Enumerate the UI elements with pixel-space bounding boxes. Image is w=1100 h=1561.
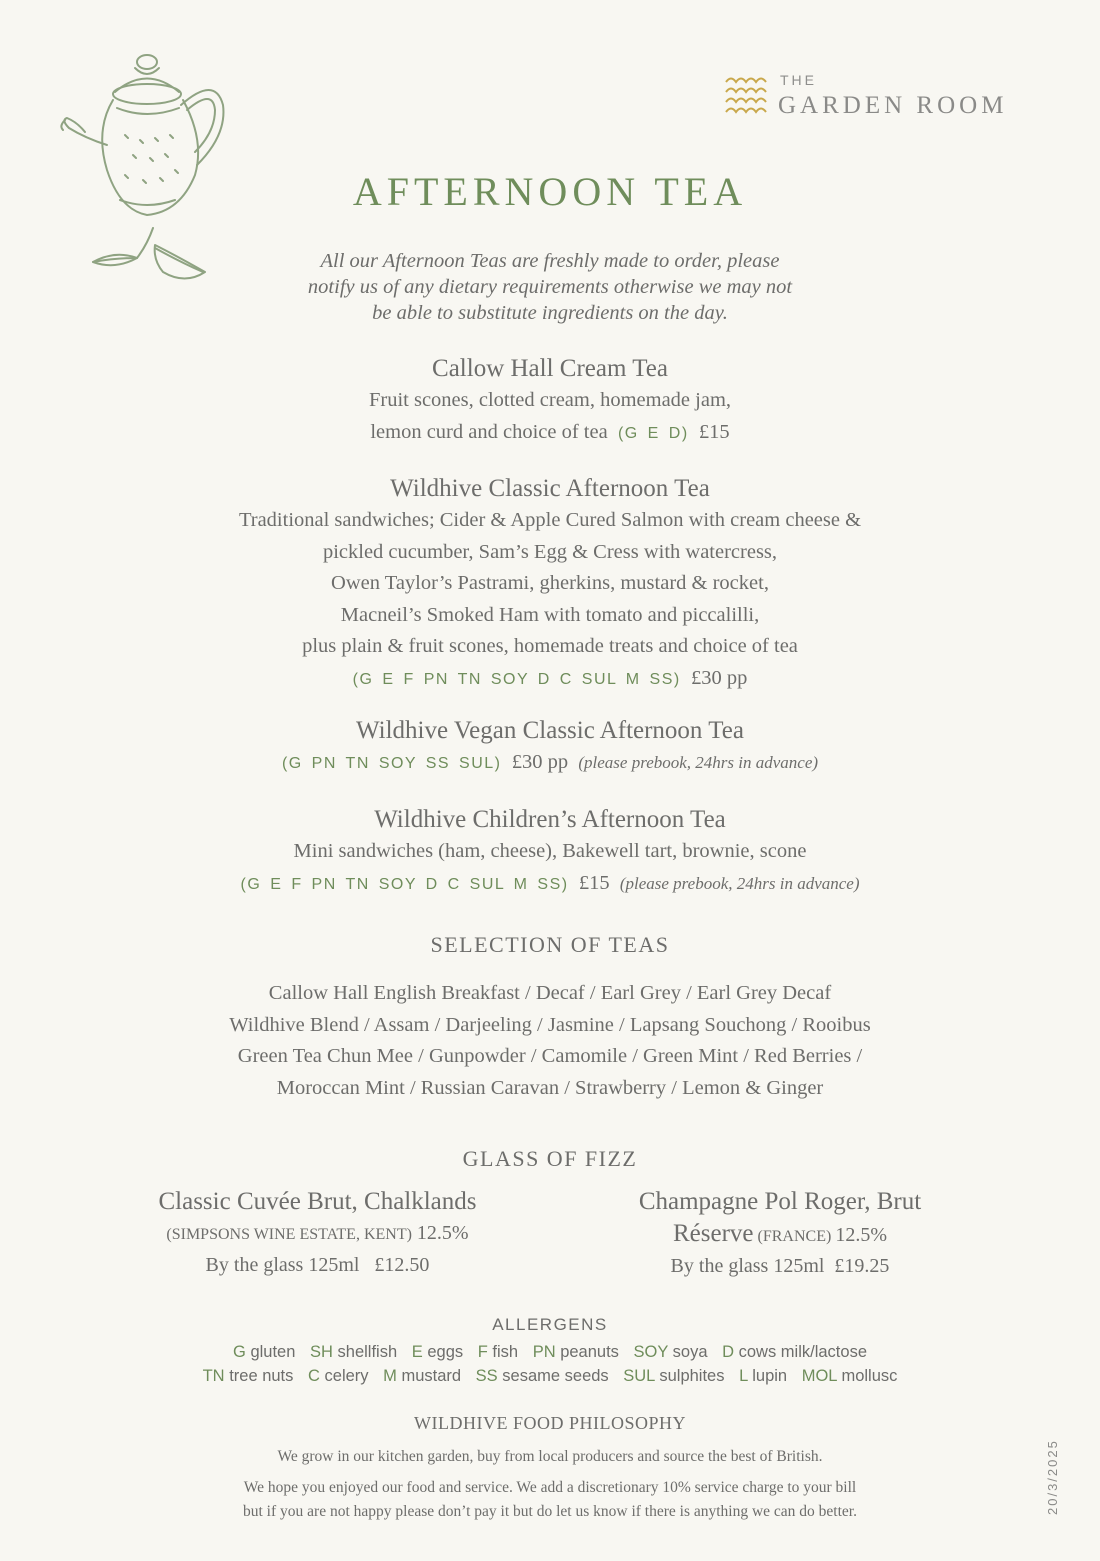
item-desc-line (0, 417, 1100, 450)
item-desc-line (0, 663, 1100, 696)
item-desc-line: Mini sandwiches (ham, cheese), Bakewell tart, brownie, scone (293, 840, 807, 862)
wine-abv: 12.5% (835, 1224, 887, 1246)
teas-list (0, 978, 1100, 1104)
item-desc-text: lemon curd and choice of tea (370, 420, 608, 443)
allergen-key: SOY soya (633, 1343, 708, 1361)
item-title: Wildhive Classic Afternoon Tea (390, 475, 710, 502)
item-desc-line: plus plain & fruit scones, homemade treats and choice of tea (302, 635, 798, 657)
item-price: £30 pp (690, 666, 748, 689)
allergen-key: D cows milk/lactose (722, 1343, 867, 1361)
allergen-key: MOL mollusc (801, 1367, 898, 1385)
item-allergens: (G E F PN TN SOY D C SUL M SS) (240, 875, 569, 893)
item-desc-line (0, 868, 1100, 901)
item-allergens: (G PN TN SOY SS SUL) (281, 755, 502, 772)
menu-item-vegan-afternoon-tea (0, 715, 1100, 780)
brand-logo (724, 70, 1044, 125)
item-desc-line: Macneil’s Smoked Ham with tomato and piccalilli, (340, 603, 760, 626)
item-title: Callow Hall Cream Tea (432, 355, 668, 382)
teas-line: Moroccan Mint / Russian Caravan / Strawberry / Lemon & Ginger (276, 1076, 824, 1099)
allergens-row-2 (0, 1364, 1100, 1388)
menu-item-childrens-afternoon-tea (0, 804, 1100, 900)
wine-abv: 12.5% (416, 1222, 469, 1244)
teas-heading: SELECTION OF TEAS (430, 932, 670, 957)
allergen-key: C celery (308, 1367, 369, 1385)
item-price: £15 (578, 871, 610, 894)
wine-serving: By the glass 125ml £19.25 (670, 1255, 890, 1277)
wine-serving: By the glass 125ml £12.50 (205, 1254, 430, 1276)
intro-line: notify us of any dietary requirements otherwise we may not (307, 276, 793, 298)
item-desc-line: Owen Taylor’s Pastrami, gherkins, mustard & rocket, (331, 572, 769, 594)
allergen-key: F fish (477, 1343, 519, 1361)
item-allergens: (G E F PN TN SOY D C SUL M SS) (352, 670, 681, 688)
wine-origin-line (95, 1218, 540, 1250)
philosophy-line: We grow in our kitchen garden, buy from local producers and source the best of British. (277, 1448, 823, 1465)
allergen-key: TN tree nuts (202, 1367, 294, 1385)
service-charge-line: We hope you enjoyed our food and service. We add a discretionary 10% service charge to your bill (243, 1479, 857, 1496)
allergen-key: SH shellfish (310, 1343, 398, 1361)
item-desc-line: Fruit scones, clotted cream, homemade jam, (368, 389, 732, 411)
teas-line: Wildhive Blend / Assam / Darjeeling / Jasmine / Lapsang Souchong / Rooibus (229, 1013, 871, 1036)
wave-logo-icon (724, 72, 768, 116)
wine-origin: (FRANCE) (757, 1228, 832, 1245)
date-text: 20/3/2025 (1045, 1439, 1060, 1515)
fizz-heading: GLASS OF FIZZ (462, 1146, 638, 1171)
menu-item-cream-tea (0, 353, 1100, 449)
item-title: Wildhive Children’s Afternoon Tea (374, 806, 726, 833)
wine-origin: (SIMPSONS WINE ESTATE, KENT) (166, 1226, 412, 1243)
item-desc-line: Traditional sandwiches; Cider & Apple Cured Salmon with cream cheese & (238, 509, 862, 531)
wine-name: Champagne Pol Roger, Brut (638, 1188, 922, 1215)
allergen-key: SUL sulphites (623, 1367, 725, 1385)
wine-origin-line (570, 1218, 990, 1251)
item-note: (please prebook, 24hrs in advance) (578, 753, 819, 772)
page-title: AFTERNOON TEA (352, 169, 748, 214)
wine-pol-roger (570, 1186, 990, 1282)
brand-the: THE (780, 72, 817, 88)
teas-line: Green Tea Chun Mee / Gunpowder / Camomile / Green Mint / Red Berries / (237, 1045, 863, 1067)
item-title: Wildhive Vegan Classic Afternoon Tea (356, 717, 744, 744)
allergen-key: PN peanuts (532, 1343, 619, 1361)
wine-name: Classic Cuvée Brut, Chalklands (158, 1188, 477, 1215)
item-price: £15 (698, 420, 730, 443)
teas-line: Callow Hall English Breakfast / Decaf / Earl Grey / Earl Grey Decaf (268, 982, 832, 1004)
allergens-heading: ALLERGENS (492, 1315, 608, 1334)
wine-name-cont: Réserve (673, 1220, 754, 1247)
service-charge-line: but if you are not happy please don’t pay it but do let us know if there is anything we can do better. (243, 1503, 857, 1520)
item-desc-line (0, 747, 1100, 780)
allergen-key: L lupin (739, 1367, 788, 1385)
intro-line: be able to substitute ingredients on the day. (372, 302, 728, 324)
allergen-key: G gluten (233, 1343, 296, 1361)
intro-text (0, 248, 1100, 326)
item-allergens: (G E D) (617, 424, 689, 442)
item-desc-line: pickled cucumber, Sam’s Egg & Cress with watercress, (322, 540, 778, 563)
brand-name: GARDEN ROOM (778, 92, 1008, 119)
intro-line: All our Afternoon Teas are freshly made to order, please (320, 250, 780, 272)
allergen-key: M mustard (383, 1367, 462, 1385)
allergen-key: SS sesame seeds (475, 1367, 609, 1385)
menu-date (1030, 1439, 1078, 1520)
item-note: (please prebook, 24hrs in advance) (619, 873, 860, 893)
item-price: £30 pp (511, 751, 569, 773)
allergen-key: E eggs (411, 1343, 464, 1361)
philosophy-heading: WILDHIVE FOOD PHILOSOPHY (414, 1413, 686, 1433)
wine-chalklands (95, 1186, 540, 1281)
menu-item-classic-afternoon-tea (0, 473, 1100, 695)
allergens-row-1 (0, 1340, 1100, 1364)
